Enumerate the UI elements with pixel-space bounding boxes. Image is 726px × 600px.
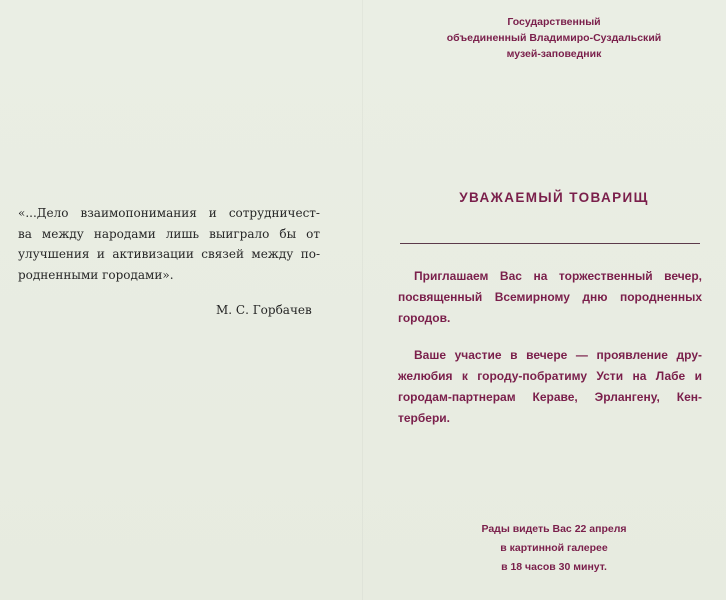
quote-line: «...Дело взаимопонимания и сотрудничест-: [18, 206, 320, 220]
quote-line: родненными городами».: [18, 267, 174, 282]
quote-line: ва между народами лишь выиграло бы от: [18, 226, 320, 241]
event-line: в 18 часов 30 минут.: [501, 561, 607, 573]
museum-header: [430, 14, 678, 62]
paragraph-line: желюбия к городу-побратиму Усти на Лабе и: [398, 369, 702, 383]
gorbachev-quote: [18, 203, 320, 285]
museum-line: Государственный: [507, 16, 601, 28]
paragraph-line: Ваше участие в вечере — проявление дру-: [414, 348, 702, 362]
participation-paragraph: [398, 345, 702, 429]
event-details: [430, 520, 678, 577]
museum-line: объединенный Владимиро-Суздальский: [446, 32, 662, 44]
paragraph-line: городам-партнерам Кераве, Эрлангену, Кен-: [398, 390, 702, 404]
card-fold: [362, 0, 363, 600]
recipient-name-blank: [400, 243, 700, 244]
paragraph-line: посвященный Всемирному дню породненных: [398, 290, 702, 304]
quote-line: улучшения и активизации связей между по-: [18, 247, 320, 261]
museum-line: музей-заповедник: [506, 48, 602, 60]
event-line: Рады видеть Вас 22 апреля: [481, 523, 627, 535]
paragraph-line: тербери.: [398, 411, 451, 425]
paragraph-line: городов.: [398, 311, 451, 325]
greeting-heading: УВАЖАЕМЫЙ ТОВАРИЩ: [459, 190, 649, 205]
paragraph-line: Приглашаем Вас на торжественный вечер,: [414, 269, 702, 283]
event-line: в картинной галерее: [500, 542, 608, 554]
quote-author: М. С. Горбачев: [216, 303, 312, 317]
invitation-paragraph: [398, 266, 702, 329]
